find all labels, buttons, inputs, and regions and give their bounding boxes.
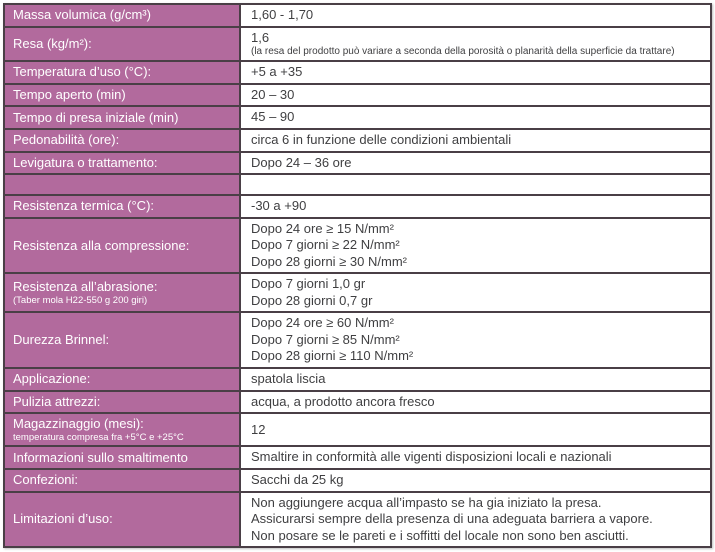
value-line: Dopo 28 giorni 0,7 gr <box>251 292 373 308</box>
value-line: Sacchi da 25 kg <box>251 471 344 487</box>
value-line: +5 a +35 <box>251 64 303 80</box>
value-line: Non aggiungere acqua all’impasto se ha gia iniziato la presa. <box>251 494 602 510</box>
value-line: circa 6 in funzione delle condizioni ambientali <box>251 132 512 148</box>
row-label: Temperatura d’uso (°C): <box>13 64 152 80</box>
row-label-cell <box>5 153 241 174</box>
table-row <box>5 369 710 392</box>
table-row-empty <box>5 175 710 196</box>
row-value-cell <box>241 28 710 61</box>
row-value-cell <box>241 62 710 83</box>
row-label: Resistenza all’abrasione: <box>13 279 158 295</box>
value-line: Dopo 24 – 36 ore <box>251 154 352 170</box>
value-line: Assicurarsi sempre della presenza di una adeguata barriera a vapore. <box>251 511 653 527</box>
row-value-cell <box>241 107 710 128</box>
row-label-cell <box>5 175 241 194</box>
row-label: Pedonabilità (ore): <box>13 132 120 148</box>
row-value-cell <box>241 414 710 445</box>
row-value-cell <box>241 274 710 311</box>
row-label-cell <box>5 196 241 217</box>
value-line: 12 <box>251 421 266 437</box>
row-value-cell <box>241 130 710 151</box>
row-label-note: (Taber mola H22-550 g 200 giri) <box>13 295 148 307</box>
row-value-cell <box>241 219 710 273</box>
value-line: Dopo 7 giorni ≥ 85 N/mm² <box>251 331 400 347</box>
row-value-cell <box>241 5 710 26</box>
row-label: Limitazioni d’uso: <box>13 511 113 527</box>
value-line: Dopo 7 giorni 1,0 gr <box>251 276 366 292</box>
table-row <box>5 107 710 130</box>
value-line: Smaltire in conformità alle vigenti disposizioni locali e nazionali <box>251 449 612 465</box>
row-label-cell <box>5 28 241 61</box>
row-label: Resistenza termica (°C): <box>13 198 155 214</box>
row-label-cell <box>5 313 241 367</box>
table-row <box>5 5 710 28</box>
table-row <box>5 493 710 547</box>
value-line: 1,60 - 1,70 <box>251 7 314 23</box>
table-row <box>5 130 710 153</box>
table-row <box>5 219 710 275</box>
row-label-cell <box>5 62 241 83</box>
row-value-cell <box>241 493 710 547</box>
row-label: Levigatura o trattamento: <box>13 154 158 170</box>
row-label-cell <box>5 107 241 128</box>
row-label-cell <box>5 470 241 491</box>
value-line: Dopo 7 giorni ≥ 22 N/mm² <box>251 237 400 253</box>
value-line: 1,6 <box>251 29 270 45</box>
row-value-cell <box>241 392 710 413</box>
row-value-cell <box>241 470 710 491</box>
row-label-cell <box>5 219 241 273</box>
row-label: Resistenza alla compressione: <box>13 237 190 253</box>
value-line: Dopo 24 ore ≥ 60 N/mm² <box>251 315 394 331</box>
row-value-cell <box>241 369 710 390</box>
row-label-cell <box>5 447 241 468</box>
row-label-cell <box>5 369 241 390</box>
row-label-cell <box>5 493 241 547</box>
row-label-note: temperatura compresa fra +5°C e +25°C <box>13 432 184 444</box>
row-label-cell <box>5 85 241 106</box>
table-row <box>5 274 710 313</box>
value-line: 20 – 30 <box>251 86 295 102</box>
technical-spec-table <box>3 3 712 548</box>
row-label: Confezioni: <box>13 472 79 488</box>
value-line: -30 a +90 <box>251 198 307 214</box>
table-row <box>5 470 710 493</box>
table-row <box>5 85 710 108</box>
table-row <box>5 153 710 176</box>
row-label: Durezza Brinnel: <box>13 332 110 348</box>
row-label: Magazzinaggio (mesi): <box>13 416 144 432</box>
value-note: (la resa del prodotto può variare a seconda della porosità o planarità della superficie da trattare) <box>251 46 675 58</box>
value-line: Dopo 28 giorni ≥ 110 N/mm² <box>251 348 414 364</box>
table-row <box>5 414 710 447</box>
row-value-cell <box>241 175 710 194</box>
value-line: Non posare se le pareti e i soffitti del locale non sono ben asciutti. <box>251 527 629 543</box>
value-line: acqua, a prodotto ancora fresco <box>251 393 435 409</box>
table-row <box>5 392 710 415</box>
table-row <box>5 62 710 85</box>
value-line: Dopo 28 giorni ≥ 30 N/mm² <box>251 253 407 269</box>
row-label: Informazioni sullo smaltimento <box>13 449 188 465</box>
value-line: Dopo 24 ore ≥ 15 N/mm² <box>251 220 394 236</box>
value-line: spatola liscia <box>251 371 326 387</box>
row-label: Resa (kg/m²): <box>13 35 92 51</box>
row-label: Massa volumica (g/cm³) <box>13 7 151 23</box>
table-row <box>5 196 710 219</box>
row-label: Tempo aperto (min) <box>13 87 126 103</box>
row-label: Applicazione: <box>13 371 91 387</box>
row-label-cell <box>5 130 241 151</box>
row-label: Pulizia attrezzi: <box>13 393 101 409</box>
row-value-cell <box>241 313 710 367</box>
row-value-cell <box>241 447 710 468</box>
table-row <box>5 447 710 470</box>
row-label-cell <box>5 414 241 445</box>
table-row <box>5 313 710 369</box>
row-value-cell <box>241 196 710 217</box>
row-value-cell <box>241 153 710 174</box>
row-value-cell <box>241 85 710 106</box>
row-label: Tempo di presa iniziale (min) <box>13 109 179 125</box>
table-row <box>5 28 710 63</box>
row-label-cell <box>5 392 241 413</box>
value-line: 45 – 90 <box>251 109 295 125</box>
row-label-cell <box>5 5 241 26</box>
row-label-cell <box>5 274 241 311</box>
